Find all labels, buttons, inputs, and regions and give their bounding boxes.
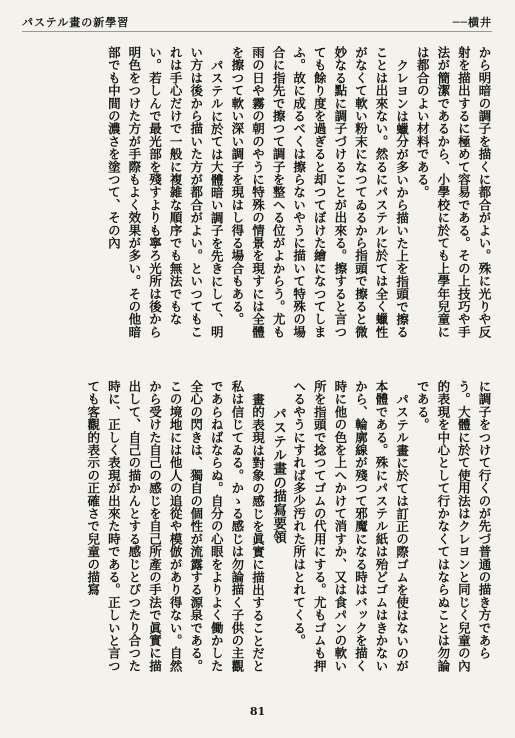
paragraph: パステル畫に於ては訂正の際ゴムを使はないのが本體である。殊にパステル紙は殆どゴムはきかないから、輪廓線が殘つて邪魔になる時はバックを描く時に他の色を上へかけて消すか、又は食パンの軟い所を指頭で捻つてゴムの代用にする。尤もゴムも押へるやうにすれば多少汚れた所はとれてくる。: [291, 380, 410, 673]
paragraph: パステルに於ては大體暗い調子を先きにして、明い方は後から描いた方が都合がよい。といつてもこれは手心だけで一般に複雑な順序でも無法でもない。若しんで最光部を殘すよりも寧ろ光所は後から明色をつけた方が手際もよく效果が多い。その他暗部でも中間の濃さを塗つて、その內: [106, 46, 225, 339]
running-author: ──横井: [452, 16, 492, 29]
section-heading: パステル畫の描寫要領: [270, 407, 287, 544]
running-header: [22, 13, 492, 32]
lower-text-block: [18, 380, 494, 682]
running-title: パステル畫の新學習: [22, 16, 130, 29]
paragraph: 畫的表現は對象の感じを眞實に描出することだと私は信じてゐる。かゝる感じは勿論描く子供の主觀であらねばならぬ。自分の心眼をよりよく働かした全心の閃きは、獨自の個性が流露する源泉である。この境地には他人の追從や模倣があり得ない。自然から受けた自己の感じを自己所產の手法で眞實に描出して、自己の描かんとする感じとぴつたり合つた時に、正しく表現が出來た時である。正しいと言つても客觀的表示の正確さで兒童の描寫: [85, 380, 266, 673]
upper-text-block: [18, 46, 494, 348]
paragraph: に調子をつけて行くのが先づ普通の描き方であらう。大體に於て使用法はクレヨンと同じく兒童の內的表現を中心として行かなくてはならぬことは勿論である。: [415, 380, 492, 673]
paragraph: から明暗の調子を描くに都合がよい。殊に光りや反射を描出するに極めて容易である。その上技巧や手法が簡潔であるから、小學校に於ても上學年兒童には都合のよい材料である。: [415, 46, 492, 339]
paragraph: クレヨンは蠟分が多いから描いた上を指頭で擦ることは出來ない。然るにパステルに於ては全く蠟性がなくて軟い粉末になつてゐるから指頭で擦ると微妙なる點に調子づけることが出來る。擦すると言つても餘り度を過ぎると却つてぼけた繪になつてしまふ。故に成るべくは擦らないやうに描いて特殊の場合に指先で擦つて調子を整へる位がよからう。尤も雨の日や霧の朝のやうに特殊の情景を現すには全體を擦つて軟い深い調子を現はし得る場合もある。: [229, 46, 410, 339]
page-number: 81: [249, 705, 266, 718]
